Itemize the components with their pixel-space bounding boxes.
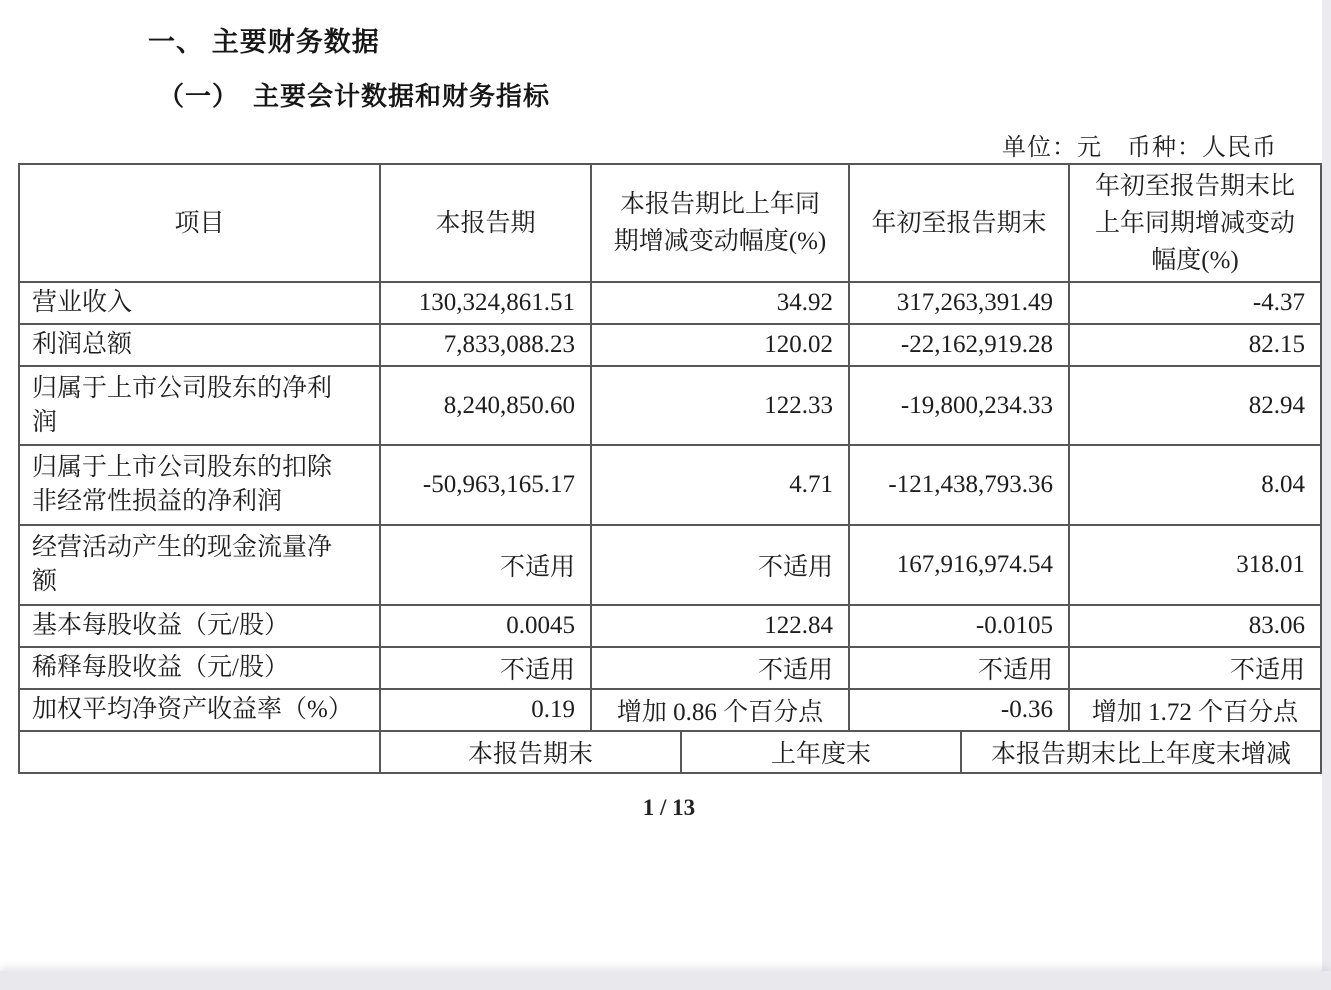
value-cell: 8.04 (1069, 445, 1321, 525)
item-label: 经营活动产生的现金流量净 (32, 534, 333, 561)
footer-cell-change-vs-prior-year-end: 本报告期末比上年度末增减 (961, 731, 1321, 773)
table-footer-row (19, 731, 1321, 773)
item-cell (19, 647, 380, 689)
item-cell (19, 445, 380, 525)
table-row-total-profit (19, 324, 1321, 366)
header-line: 期增减变动幅度(%) (613, 228, 827, 255)
header-line: 本报告期 (435, 209, 536, 237)
value-cell: 不适用 (591, 647, 849, 689)
header-line: 本报告期比上年同 (619, 191, 820, 218)
header-line: 年初至报告期末 (871, 209, 1047, 237)
header-line: 幅度(%) (1151, 246, 1239, 274)
value-cell: 82.15 (1069, 324, 1321, 366)
header-cell-current-period (380, 164, 591, 282)
header-line: 年初至报告期末比 (1094, 172, 1295, 200)
value-cell: 130,324,861.51 (380, 282, 591, 324)
value-cell: -0.0105 (849, 605, 1069, 647)
value-cell: 4.71 (591, 445, 849, 525)
value-cell: 82.94 (1069, 366, 1321, 445)
item-label: 营业收入 (32, 289, 133, 316)
item-label: 归属于上市公司股东的扣除 (32, 454, 333, 481)
item-label: 稀释每股收益（元/股） (32, 654, 289, 681)
item-cell (19, 324, 380, 366)
table-row-net-profit (19, 366, 1321, 445)
viewer-right-gutter (1322, 0, 1331, 990)
item-label: 利润总额 (32, 331, 133, 358)
value-cell: 增加 0.86 个百分点 (591, 689, 849, 731)
value-cell: 0.19 (380, 689, 591, 731)
header-cell-ytd (849, 164, 1069, 282)
header-line: 上年同期增减变动 (1094, 209, 1295, 237)
header-cell-ytd-yoy-change (1069, 164, 1321, 282)
value-cell: 不适用 (849, 647, 1069, 689)
item-cell (19, 282, 380, 324)
header-cell-item (19, 164, 380, 282)
header-line: 项目 (174, 209, 225, 237)
item-label: 润 (32, 408, 58, 436)
item-cell (19, 366, 380, 445)
item-label: 归属于上市公司股东的净利 (32, 374, 333, 402)
subsection-title: （一） 主要会计数据和财务指标 (158, 82, 551, 111)
financial-table-area (18, 163, 1320, 774)
value-cell: 增加 1.72 个百分点 (1069, 689, 1321, 731)
item-label: 基本每股收益（元/股） (32, 612, 289, 639)
unit-currency-line: 单位：元 币种：人民币 (1002, 135, 1277, 161)
value-cell: 8,240,850.60 (380, 366, 591, 445)
table-row-weighted-avg-roe (19, 689, 1321, 731)
value-cell: 122.84 (591, 605, 849, 647)
table-row-basic-eps (19, 605, 1321, 647)
item-label: 非经常性损益的净利润 (32, 488, 283, 515)
value-cell: 7,833,088.23 (380, 324, 591, 366)
item-label: 额 (32, 568, 58, 595)
value-cell: -4.37 (1069, 282, 1321, 324)
table-row-net-profit-excl-nonrecurring (19, 445, 1321, 525)
value-cell: 83.06 (1069, 605, 1321, 647)
value-cell: 317,263,391.49 (849, 282, 1069, 324)
item-cell (19, 525, 380, 605)
value-cell: 120.02 (591, 324, 849, 366)
header-cell-period-yoy-change (591, 164, 849, 282)
financial-table (18, 163, 1322, 732)
value-cell: -50,963,165.17 (380, 445, 591, 525)
table-row-revenue (19, 282, 1321, 324)
footer-cell-prior-year-end: 上年度末 (681, 731, 961, 773)
value-cell: -19,800,234.33 (849, 366, 1069, 445)
value-cell: 0.0045 (380, 605, 591, 647)
footer-cell-period-end: 本报告期末 (380, 731, 681, 773)
footer-empty-cell (19, 731, 380, 773)
value-cell: 不适用 (591, 525, 849, 605)
item-cell (19, 605, 380, 647)
financial-table-footer (18, 730, 1322, 774)
item-label: 加权平均净资产收益率（%） (32, 696, 353, 723)
item-cell (19, 689, 380, 731)
value-cell: 不适用 (380, 525, 591, 605)
value-cell: -121,438,793.36 (849, 445, 1069, 525)
section-title: 一、 主要财务数据 (148, 27, 380, 57)
value-cell: -22,162,919.28 (849, 324, 1069, 366)
value-cell: 不适用 (380, 647, 591, 689)
value-cell: 34.92 (591, 282, 849, 324)
table-row-operating-cash-flow (19, 525, 1321, 605)
viewer-bottom-bar (0, 971, 1331, 990)
table-row-diluted-eps (19, 647, 1321, 689)
value-cell: 122.33 (591, 366, 849, 445)
page-number: 1 / 13 (642, 795, 696, 820)
value-cell: -0.36 (849, 689, 1069, 731)
value-cell: 167,916,974.54 (849, 525, 1069, 605)
table-header-row (19, 164, 1321, 282)
value-cell: 318.01 (1069, 525, 1321, 605)
value-cell: 不适用 (1069, 647, 1321, 689)
